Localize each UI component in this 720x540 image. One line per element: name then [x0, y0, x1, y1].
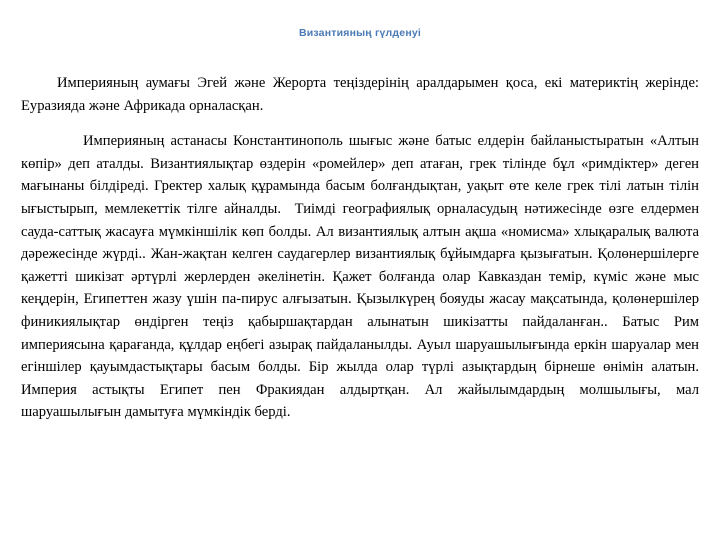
paragraph-2: Империяның астанасы Константинополь шығыс және батыс елдерін байланыстыратын «Алтын көпір» деп аталды. Византиялықтар өздерін «ромейлер» деп атаған, грек тілінде бұл «римдіктер» деген мағынаны білдіреді. Гректер халық құрамында басым болғандықтан, уақыт өте келе грек тілі латын тілін ығыстырып, мемлекеттік тілге айналды. Тиімді географиялық орналасудың нәтижесінде өзге елдермен сауда-саттық жасауға мүмкіншілік көп болды. Ал византиялық алтын ақша «номисма» хлықаралық валюта дәрежесінде жүрді.. Жан-жақтан келген саудагерлер византиялық бұйымдарға қызығатын. Қолөнершілерге қажетті шикізат әртүрлі жерлерден әкелінетін. Қажет болғанда олар Кавказдан темір, күміс және мыс кеңдерін, Египеттен жазу үшін па-пирус алғызатын. Қызылкүрең бояуды жасау мақсатында, қолөнершілер финикиялықтар өндірген теңіз қабыршақтардан алынатын шикізатты пайдаланған.. Батыс Рим империясына қарағанда, құлдар еңбегі азырақ пайдаланылды. Ауыл шаруашылығында еркін шаруалар мен егіншілер қауымдастықтары басым болды. Бір жылда олар түрлі азықтардың бірнеше өнімін алатын. Империя астықты Египет пен Фракиядан алдыртқан. Ал жайылымдардың молшылығы, мал шаруашылығын дамытуға мүмкіндік берді. — [21, 133, 703, 421]
paragraph-1: Империяның аумағы Эгей және Жерорта теңіздерінің аралдарымен қоса, екі материктің жерінде: Еуразияда және Африкада орналасқан. — [21, 75, 703, 114]
document-title: Византияның гүлденуі — [298, 27, 422, 39]
document-body — [21, 72, 703, 424]
